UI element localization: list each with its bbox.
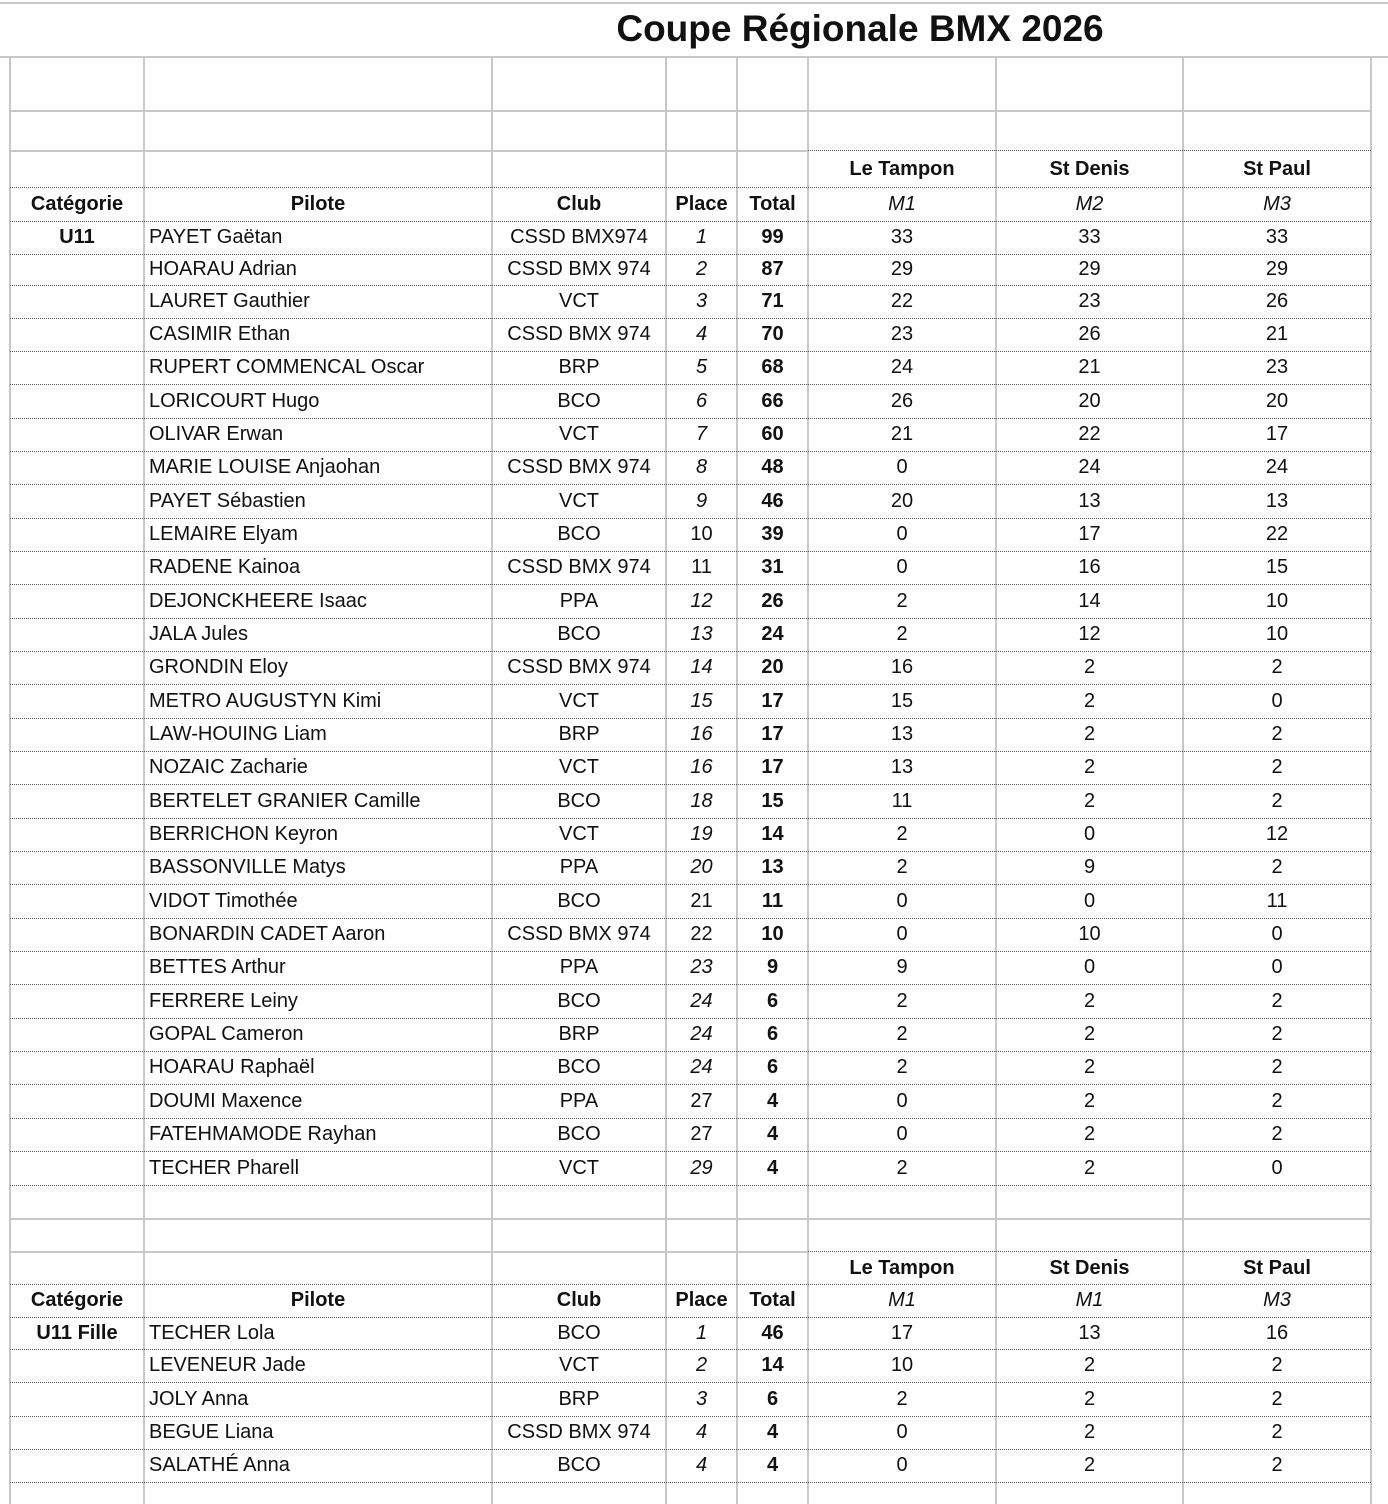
total-value: 13 [761,856,784,878]
grid-line [10,1251,808,1253]
place-value: 8 [695,456,708,478]
manche-score: 17 [890,1322,914,1344]
club-name: BCO [557,1123,601,1145]
total-value: 31 [761,556,784,578]
manche-score: 21 [1265,323,1289,345]
category-label: U11 [59,226,95,248]
manche-score: 15 [890,690,914,712]
manche-score: 2 [1083,790,1096,812]
manche-score: 11 [891,790,913,812]
manche-score: 33 [1078,226,1101,248]
place-value: 24 [690,1056,713,1078]
manche-score: 2 [1271,756,1283,778]
place-value: 5 [695,356,708,378]
place-value: 20 [690,856,713,878]
column-header-place: Place [675,193,728,215]
total-value: 68 [761,356,784,378]
total-value: 4 [766,1454,779,1476]
manche-score: 0 [1083,823,1096,845]
grid-line [808,150,1371,151]
manche-score: 10 [1265,623,1289,645]
pilot-name: LAW-HOUING Liam [149,723,327,745]
manche-score: 2 [896,1388,908,1410]
place-value: 27 [690,1090,713,1112]
place-value: 29 [690,1157,713,1179]
pilot-name: LEMAIRE Elyam [149,523,298,545]
manche-score: 22 [1078,423,1101,445]
column-header-category: Catégorie [30,1289,124,1311]
manche-score: 0 [1271,956,1283,978]
pilot-name: BETTES Arthur [149,956,286,978]
manche-score: 2 [896,990,908,1012]
club-name: CSSD BMX 974 [507,1421,651,1443]
manche-score: 2 [896,823,908,845]
total-value: 10 [761,923,784,945]
manche-score: 2 [896,1056,908,1078]
pilot-name: TECHER Pharell [149,1157,300,1179]
total-value: 48 [761,456,784,478]
place-value: 14 [690,656,713,678]
club-name: BCO [557,523,601,545]
manche-score: 20 [890,490,914,512]
place-value: 1 [695,226,708,248]
manche-score: 2 [1271,1454,1283,1476]
manche-header: M3 [1263,193,1291,215]
pilot-name: DOUMI Maxence [149,1090,303,1112]
column-header-club: Club [556,1289,602,1311]
total-value: 46 [761,490,784,512]
pilot-name: NOZAIC Zacharie [149,756,308,778]
manche-score: 2 [896,590,908,612]
manche-score: 0 [1271,1157,1283,1179]
manche-score: 9 [896,956,908,978]
place-value: 12 [690,590,713,612]
pilot-name: GRONDIN Eloy [149,656,288,678]
manche-score: 2 [1271,856,1283,878]
manche-score: 2 [1083,1056,1096,1078]
manche-score: 2 [1271,1123,1283,1145]
manche-score: 24 [1078,456,1101,478]
club-name: CSSD BMX 974 [507,456,651,478]
manche-score: 2 [1271,1421,1283,1443]
club-name: BRP [558,356,600,378]
total-value: 11 [761,890,784,912]
manche-score: 0 [896,523,908,545]
manche-score: 12 [1078,623,1101,645]
column-header-total: Total [749,193,796,215]
total-value: 87 [761,258,784,280]
manche-score: 0 [896,1421,908,1443]
club-name: PPA [559,1090,599,1112]
place-value: 3 [695,290,708,312]
column-header-club: Club [556,193,602,215]
manche-header: M2 [1075,193,1104,215]
place-value: 21 [690,890,713,912]
place-value: 9 [695,490,708,512]
manche-score: 13 [1078,1322,1101,1344]
grid-line [10,110,1371,112]
manche-score: 13 [890,723,914,745]
pilot-name: FERRERE Leiny [149,990,298,1012]
column-header-pilot: Pilote [290,1289,346,1311]
manche-score: 2 [1083,756,1096,778]
manche-score: 13 [890,756,914,778]
manche-score: 2 [1271,1354,1283,1376]
place-value: 19 [690,823,713,845]
place-value: 2 [695,258,708,280]
manche-score: 10 [1265,590,1289,612]
manche-score: 2 [1271,1090,1283,1112]
grid-line [10,150,808,152]
club-name: VCT [559,823,599,845]
manche-score: 0 [896,456,908,478]
manche-score: 22 [1265,523,1289,545]
club-name: VCT [559,756,599,778]
manche-score: 2 [1271,656,1283,678]
grid-line [808,1251,1371,1252]
place-value: 4 [695,1454,708,1476]
total-value: 6 [766,1023,779,1045]
manche-score: 15 [1265,556,1289,578]
pilot-name: FATEHMAMODE Rayhan [149,1123,377,1145]
manche-header: M1 [1075,1289,1104,1311]
manche-score: 0 [896,1123,908,1145]
total-value: 4 [766,1090,779,1112]
total-value: 46 [761,1322,784,1344]
pilot-name: OLIVAR Erwan [149,423,284,445]
pilot-name: BONARDIN CADET Aaron [149,923,386,945]
club-name: PPA [559,856,599,878]
column-header-place: Place [675,1289,728,1311]
manche-score: 0 [1271,690,1283,712]
total-value: 14 [761,823,784,845]
total-value: 4 [766,1157,779,1179]
manche-header: M1 [888,193,916,215]
column-header-category: Catégorie [30,193,124,215]
manche-score: 2 [896,1023,908,1045]
manche-score: 10 [890,1354,914,1376]
club-name: VCT [559,423,599,445]
club-name: BRP [558,1023,600,1045]
manche-score: 14 [1078,590,1101,612]
club-name: BRP [558,723,600,745]
total-value: 9 [766,956,779,978]
manche-score: 2 [1083,1157,1096,1179]
page-title: Coupe Régionale BMX 2026 [616,8,1104,49]
manche-score: 0 [1083,890,1096,912]
manche-score: 2 [1271,723,1283,745]
pilot-name: TECHER Lola [149,1322,275,1344]
total-value: 66 [761,390,784,412]
total-value: 14 [761,1354,784,1376]
manche-score: 33 [890,226,914,248]
place-value: 4 [695,323,708,345]
pilot-name: HOARAU Raphaël [149,1056,315,1078]
venue-header: St Denis [1049,158,1130,180]
venue-header: St Paul [1243,1257,1311,1279]
manche-score: 29 [1078,258,1101,280]
place-value: 3 [695,1388,708,1410]
total-value: 15 [761,790,784,812]
manche-score: 26 [1078,323,1101,345]
club-name: BCO [557,1056,601,1078]
manche-score: 0 [896,1090,908,1112]
total-value: 6 [766,1056,779,1078]
manche-score: 11 [1266,890,1288,912]
manche-score: 9 [1083,856,1096,878]
manche-score: 2 [1083,656,1096,678]
place-value: 10 [690,523,713,545]
manche-score: 2 [1271,990,1283,1012]
total-value: 17 [761,756,784,778]
manche-score: 16 [890,656,914,678]
total-value: 4 [766,1123,779,1145]
club-name: PPA [559,956,599,978]
club-name: BCO [557,990,601,1012]
manche-score: 20 [1078,390,1101,412]
pilot-name: PAYET Gaëtan [149,226,283,248]
club-name: VCT [559,1157,599,1179]
manche-score: 24 [1265,456,1289,478]
column-header-total: Total [749,1289,796,1311]
manche-score: 22 [890,290,914,312]
manche-score: 2 [1271,1056,1283,1078]
club-name: BCO [557,890,601,912]
club-name: PPA [559,590,599,612]
total-value: 4 [766,1421,779,1443]
place-value: 24 [690,990,713,1012]
manche-score: 23 [890,323,914,345]
manche-score: 23 [1078,290,1101,312]
total-value: 39 [761,523,784,545]
club-name: CSSD BMX 974 [507,556,651,578]
total-value: 6 [766,990,779,1012]
manche-score: 26 [890,390,914,412]
manche-header: M1 [888,1289,916,1311]
pilot-name: LEVENEUR Jade [149,1354,306,1376]
club-name: BCO [557,623,601,645]
club-name: CSSD BMX 974 [507,323,651,345]
total-value: 6 [766,1388,779,1410]
pilot-name: HOARAU Adrian [149,258,297,280]
pilot-name: CASIMIR Ethan [149,323,291,345]
pilot-name: BEGUE Liana [149,1421,274,1443]
manche-score: 2 [1271,1023,1283,1045]
manche-score: 0 [896,923,908,945]
pilot-name: METRO AUGUSTYN Kimi [149,690,382,712]
club-name: VCT [559,290,599,312]
manche-score: 17 [1265,423,1289,445]
pilot-name: VIDOT Timothée [149,890,298,912]
manche-score: 12 [1265,823,1289,845]
total-value: 24 [761,623,784,645]
pilot-name: MARIE LOUISE Anjaohan [149,456,381,478]
club-name: CSSD BMX 974 [507,656,651,678]
place-value: 4 [695,1421,708,1443]
pilot-name: RADENE Kainoa [149,556,301,578]
manche-score: 2 [1083,690,1096,712]
club-name: VCT [559,1354,599,1376]
pilot-name: BASSONVILLE Matys [149,856,346,878]
manche-score: 17 [1078,523,1101,545]
pilot-name: JOLY Anna [149,1388,249,1410]
grid-line [0,2,1388,4]
manche-score: 13 [1078,490,1101,512]
club-name: BRP [558,1388,600,1410]
total-value: 71 [761,290,784,312]
place-value: 24 [690,1023,713,1045]
place-value: 22 [690,923,713,945]
manche-score: 0 [896,1454,908,1476]
club-name: VCT [559,490,599,512]
club-name: CSSD BMX 974 [507,923,651,945]
manche-score: 10 [1078,923,1101,945]
place-value: 6 [695,390,708,412]
manche-score: 2 [896,856,908,878]
pilot-name: SALATHÉ Anna [149,1454,290,1476]
club-name: VCT [559,690,599,712]
manche-score: 2 [1083,723,1096,745]
place-value: 13 [690,623,713,645]
manche-score: 16 [1265,1322,1289,1344]
grid-line [0,56,1388,58]
place-value: 2 [695,1354,708,1376]
total-value: 17 [761,723,784,745]
club-name: BCO [557,390,601,412]
manche-score: 26 [1265,290,1289,312]
manche-score: 24 [890,356,914,378]
total-value: 20 [761,656,784,678]
place-value: 15 [690,690,713,712]
club-name: CSSD BMX 974 [507,258,651,280]
place-value: 11 [691,556,712,578]
place-value: 1 [695,1322,708,1344]
place-value: 7 [695,423,708,445]
total-value: 60 [761,423,784,445]
manche-score: 29 [890,258,914,280]
manche-score: 29 [1265,258,1289,280]
manche-score: 0 [1271,923,1283,945]
venue-header: St Paul [1243,158,1311,180]
manche-score: 21 [1078,356,1101,378]
manche-score: 13 [1265,490,1289,512]
manche-score: 2 [1083,1388,1096,1410]
manche-score: 2 [1083,1090,1096,1112]
manche-score: 2 [1083,1454,1096,1476]
manche-score: 33 [1265,226,1289,248]
manche-score: 2 [1083,1023,1096,1045]
venue-header: Le Tampon [849,158,955,180]
manche-score: 2 [1083,990,1096,1012]
pilot-name: GOPAL Cameron [149,1023,304,1045]
total-value: 26 [761,590,784,612]
column-header-pilot: Pilote [290,193,346,215]
category-label: U11 Fille [36,1322,118,1344]
pilot-name: LORICOURT Hugo [149,390,320,412]
manche-score: 2 [1083,1123,1096,1145]
place-value: 16 [690,756,713,778]
manche-score: 2 [896,1157,908,1179]
manche-score: 0 [896,890,908,912]
manche-score: 21 [890,423,914,445]
manche-score: 2 [1271,1388,1283,1410]
place-value: 18 [690,790,713,812]
manche-score: 0 [896,556,908,578]
manche-score: 2 [1271,790,1283,812]
pilot-name: BERTELET GRANIER Camille [149,790,421,812]
club-name: BCO [557,1454,601,1476]
grid-line [10,1218,1371,1220]
place-value: 16 [690,723,713,745]
grid-line [10,1482,1371,1483]
total-value: 99 [761,226,784,248]
club-name: BCO [557,1322,601,1344]
manche-score: 16 [1078,556,1101,578]
manche-score: 2 [896,623,908,645]
manche-score: 2 [1083,1354,1096,1376]
club-name: BCO [557,790,601,812]
manche-header: M3 [1263,1289,1291,1311]
total-value: 17 [761,690,784,712]
pilot-name: JALA Jules [149,623,248,645]
pilot-name: LAURET Gauthier [149,290,310,312]
manche-score: 23 [1265,356,1289,378]
pilot-name: BERRICHON Keyron [149,823,338,845]
manche-score: 0 [1083,956,1096,978]
pilot-name: DEJONCKHEERE Isaac [149,590,367,612]
place-value: 27 [690,1123,713,1145]
manche-score: 20 [1265,390,1289,412]
place-value: 23 [690,956,713,978]
venue-header: St Denis [1049,1257,1130,1279]
total-value: 70 [761,323,784,345]
grid-line [10,1185,1371,1186]
venue-header: Le Tampon [849,1257,955,1279]
pilot-name: PAYET Sébastien [149,490,306,512]
pilot-name: RUPERT COMMENCAL Oscar [149,356,425,378]
manche-score: 2 [1083,1421,1096,1443]
club-name: CSSD BMX974 [510,226,648,248]
